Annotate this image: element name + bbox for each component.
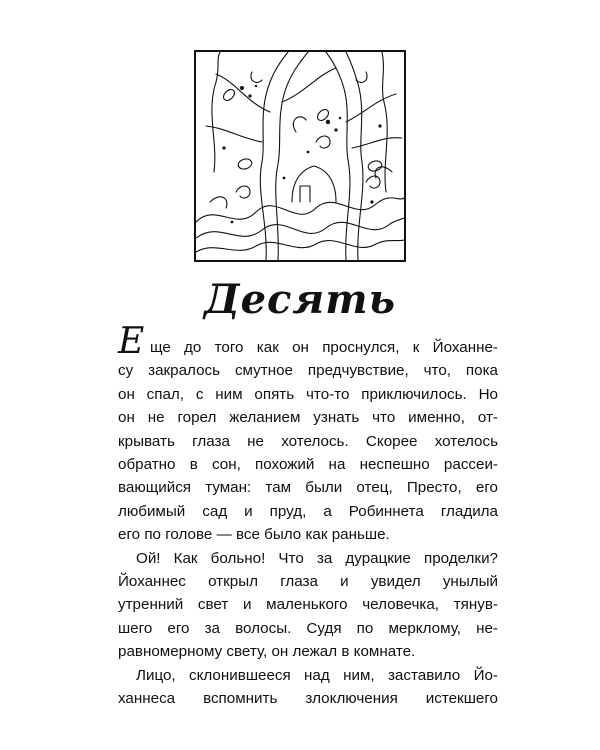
text-line: его по голове — все было как раньше. — [118, 526, 390, 544]
paragraph-1 — [118, 321, 498, 547]
text-line: крывать глаза не хотелось. Скорее хотелось — [118, 432, 498, 450]
text-line: ханнеса вспомнить злоключения истекшего — [118, 690, 498, 708]
text-line: ще до того как он проснулся, к Йоханне- — [150, 339, 498, 356]
text-line: утренний свет и маленького человечка, тянув- — [118, 596, 498, 614]
paragraph-3 — [118, 664, 498, 711]
forest-illustration-icon — [196, 52, 404, 260]
chapter-title: Десять — [204, 276, 396, 323]
dropcap-line — [118, 321, 498, 362]
text-line: любимый сад и пруд, а Робиннета гладила — [118, 502, 498, 520]
chapter-illustration — [194, 50, 406, 262]
text-line: су закралось смутное предчувствие, что, пока — [118, 362, 498, 380]
text-line: Ой! Как больно! Что за дурацкие проделки? — [136, 549, 498, 567]
paragraph-2 — [118, 547, 498, 664]
text-line: равномерному свету, он лежал в комнате. — [118, 643, 416, 661]
chapter-body — [118, 321, 498, 711]
text-line: Лицо, склонившееся над ним, заставило Йо- — [136, 666, 498, 684]
text-line: обратно в сон, похожий на неспешно рассеи- — [118, 456, 498, 474]
text-line: шего его за волосы. Судя по мерклому, не- — [118, 619, 498, 637]
text-line: Йоханнес открыл глаза и увидел унылый — [118, 573, 498, 591]
text-line: он не горел желанием узнать что именно, от- — [118, 409, 498, 427]
text-line: он спал, с ним опять что-то приключилось. Но — [118, 385, 498, 403]
drop-cap-letter: Е — [118, 321, 145, 362]
text-line: вающийся туман: там были отец, Престо, его — [118, 479, 498, 497]
